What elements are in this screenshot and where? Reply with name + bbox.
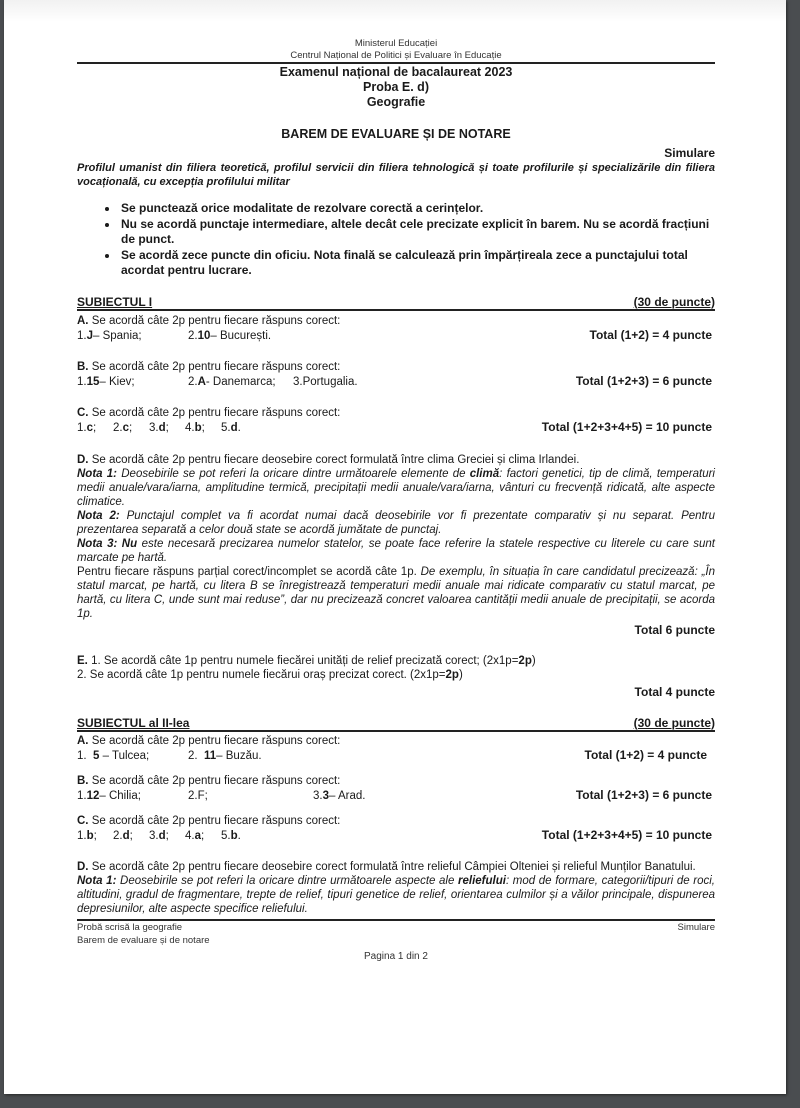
answer: 2.A- Danemarca; (188, 375, 276, 388)
footer-left-2: Barem de evaluare și de notare (77, 934, 210, 946)
s1-a-answers (77, 328, 715, 344)
s1-a-intro (77, 314, 715, 328)
s1-b-answers (77, 374, 715, 390)
s2-a-answers (77, 748, 715, 764)
item-intro: Se acordă câte 2p pentru fiecare deosebire corect formulată între clima Greciei și clima Irlandei. (88, 453, 580, 466)
answer: 3.d; (149, 421, 169, 434)
item-intro: Se acordă câte 2p pentru fiecare răspuns corect: (88, 314, 341, 327)
exam-title: Examenul național de bacalaureat 2023 (279, 65, 513, 79)
s2-c-total: Total (1+2+3+4+5) = 10 puncte (541, 827, 712, 842)
s2-c-intro: C. Se acordă câte 2p pentru fiecare răspuns corect: (77, 814, 341, 827)
proba-label: Proba E. d) (363, 80, 429, 94)
page-content (77, 0, 715, 963)
s2-b-answers (77, 788, 715, 804)
s1-b-total: Total (1+2+3) = 6 puncte (575, 373, 712, 388)
subject1-points: (30 de puncte) (633, 294, 715, 309)
item-letter: B. (77, 360, 89, 373)
footer-right: Simulare (677, 921, 715, 933)
answer: 1.12– Chilia; (77, 789, 141, 802)
answer: 5.d. (221, 421, 241, 434)
s1-c-intro (77, 406, 715, 420)
answer: 2.10– București. (188, 329, 272, 342)
answer: 2. 11– Buzău. (188, 749, 262, 762)
rule-item: • Se acordă zece puncte din oficiu. Nota finală se calculează prin împărțireala zece a punctajului total acordat pentru lucrare. (119, 248, 715, 279)
s1-e-total: Total 4 puncte (634, 684, 715, 699)
item-intro: Se acordă câte 2p pentru fiecare răspuns corect: (88, 406, 341, 419)
s1-d-nota2: Nota 2: Punctajul complet va fi acordat numai dacă deosebirile vor fi prezentate comparativ și nu separat. Pentru prezentarea separată a celor două state se acordă jumătate de punctaj. (77, 509, 715, 536)
rules-list (77, 201, 715, 279)
answer: 2.c; (113, 421, 133, 434)
item-letter: C. (77, 406, 89, 419)
page-number: Pagina 1 din 2 (364, 950, 428, 962)
rule-item: • Nu se acordă punctaje intermediare, altele decât cele precizate explicit în barem. Nu se acordă fracțiuni de punct. (119, 217, 715, 248)
s2-a-intro: A. Se acordă câte 2p pentru fiecare răspuns corect: (77, 734, 341, 747)
profile-text: Profilul umanist din filiera teoretică, profilul servicii din filiera tehnologică și toate profilurile și specializările din filiera vocațională, cu excepția profilului militar (77, 162, 715, 188)
s2-a-total: Total (1+2) = 4 puncte (584, 747, 707, 762)
answer: 2.d; (113, 829, 133, 842)
document-page (4, 0, 786, 1094)
subject2-title: SUBIECTUL al II-lea (77, 715, 190, 730)
s2-c-answers (77, 828, 715, 844)
subject1-title: SUBIECTUL I (77, 294, 153, 309)
answer: 4.a; (185, 829, 205, 842)
s1-d-nota3: Nota 3: Nu este necesară precizarea numelor statelor, se poate face referire la statele respective cu literele cu care sunt marcate pe hartă. (77, 537, 715, 564)
s1-c-answers (77, 420, 715, 436)
s1-d-total: Total 6 puncte (634, 622, 715, 637)
s1-b-intro (77, 360, 715, 374)
answer: 2.F; (188, 789, 208, 802)
footer-left-1: Probă scrisă la geografie (77, 921, 183, 933)
s1-d-intro (77, 453, 715, 467)
answer: 1.J– Spania; (77, 329, 142, 342)
s1-e-line2: 2. Se acordă câte 1p pentru numele fiecărui oraș precizat corect. (2x1p=2p) (77, 668, 463, 681)
s2-b-total: Total (1+2+3) = 6 puncte (575, 787, 712, 802)
subject2-points: (30 de puncte) (633, 715, 715, 730)
answer-list (77, 829, 241, 844)
answer: 5.b. (221, 829, 241, 842)
answer: 1.b; (77, 829, 97, 842)
header-divider (77, 62, 715, 64)
subject1-header (77, 295, 715, 311)
answer: 1.15– Kiev; (77, 375, 135, 388)
subject2-header (77, 716, 715, 732)
barem-title: BAREM DE EVALUARE ȘI DE NOTARE (281, 127, 511, 141)
answer-list (77, 375, 358, 390)
answer: 3.Portugalia. (293, 375, 358, 388)
rule-item: • Se punctează orice modalitate de rezolvare corectă a cerințelor. (119, 201, 715, 217)
simulare-label: Simulare (664, 146, 715, 160)
s1-c-total: Total (1+2+3+4+5) = 10 puncte (541, 419, 712, 434)
answer: 3.d; (149, 829, 169, 842)
s1-d-partial: Pentru fiecare răspuns parțial corect/incomplet se acordă câte 1p. De exemplu, în situația în care candidatul precizează: „În statul marcat, pe hartă, cu litera B se înregistrează temperaturi medii anuale mai ridicate comparativ cu statul marcat, pe hartă, cu litera C, unde sunt mai reduse”, dar nu precizează concret valoarea cantității medii anuale de precipitații, se acorda 1p. (77, 565, 715, 620)
answer: 1.c; (77, 421, 97, 434)
s1-a-total: Total (1+2) = 4 puncte (589, 327, 712, 342)
page-footer (77, 921, 715, 963)
item-intro: Se acordă câte 2p pentru fiecare răspuns corect: (88, 360, 341, 373)
subject-name: Geografie (366, 95, 426, 109)
item-letter: D. (77, 453, 89, 466)
s2-d-intro: D. Se acordă câte 2p pentru fiecare deosebire corect formulată între relieful Câmpiei Olteniei și relieful Munților Banatului. (77, 860, 696, 873)
answer-list (77, 329, 271, 344)
item-letter: A. (77, 314, 89, 327)
s2-d-nota1: Nota 1: Deosebirile se pot referi la oricare dintre următoarele aspecte ale reliefului: mod de formare, categorii/tipuri de roci, altitudini, gradul de fragmentare, trepte de relief, tipuri genetice de relief, orientarea culmilor și a văilor principale, dispunerea depresiunilor, alte aspecte specifice reliefului. (77, 874, 715, 915)
s1-e-line1: E. 1. Se acordă câte 1p pentru numele fiecărei unități de relief precizată corect; (2x1p=2p) (77, 654, 536, 667)
answer: 3.3– Arad. (313, 789, 366, 802)
answer: 4.b; (185, 421, 205, 434)
s1-d-nota1: Nota 1: Deosebirile se pot referi la oricare dintre următoarele elemente de climă: factori genetici, tip de climă, temperaturi medii anuale/vara/iarna, amplitudine termică, precipitații medii anuale/vara/iarna, vânturi cu frecvență ridicată, alte aspecte climatice. (77, 467, 715, 508)
answer-list (77, 749, 262, 764)
answer-list (77, 421, 241, 436)
ministry-name: Ministerul Educației (354, 38, 438, 49)
answer-list (77, 789, 365, 804)
answer: 1. 5 – Tulcea; (77, 749, 150, 762)
s2-b-intro: B. Se acordă câte 2p pentru fiecare răspuns corect: (77, 774, 341, 787)
center-name: Centrul Național de Politici și Evaluare în Educație (290, 50, 502, 61)
